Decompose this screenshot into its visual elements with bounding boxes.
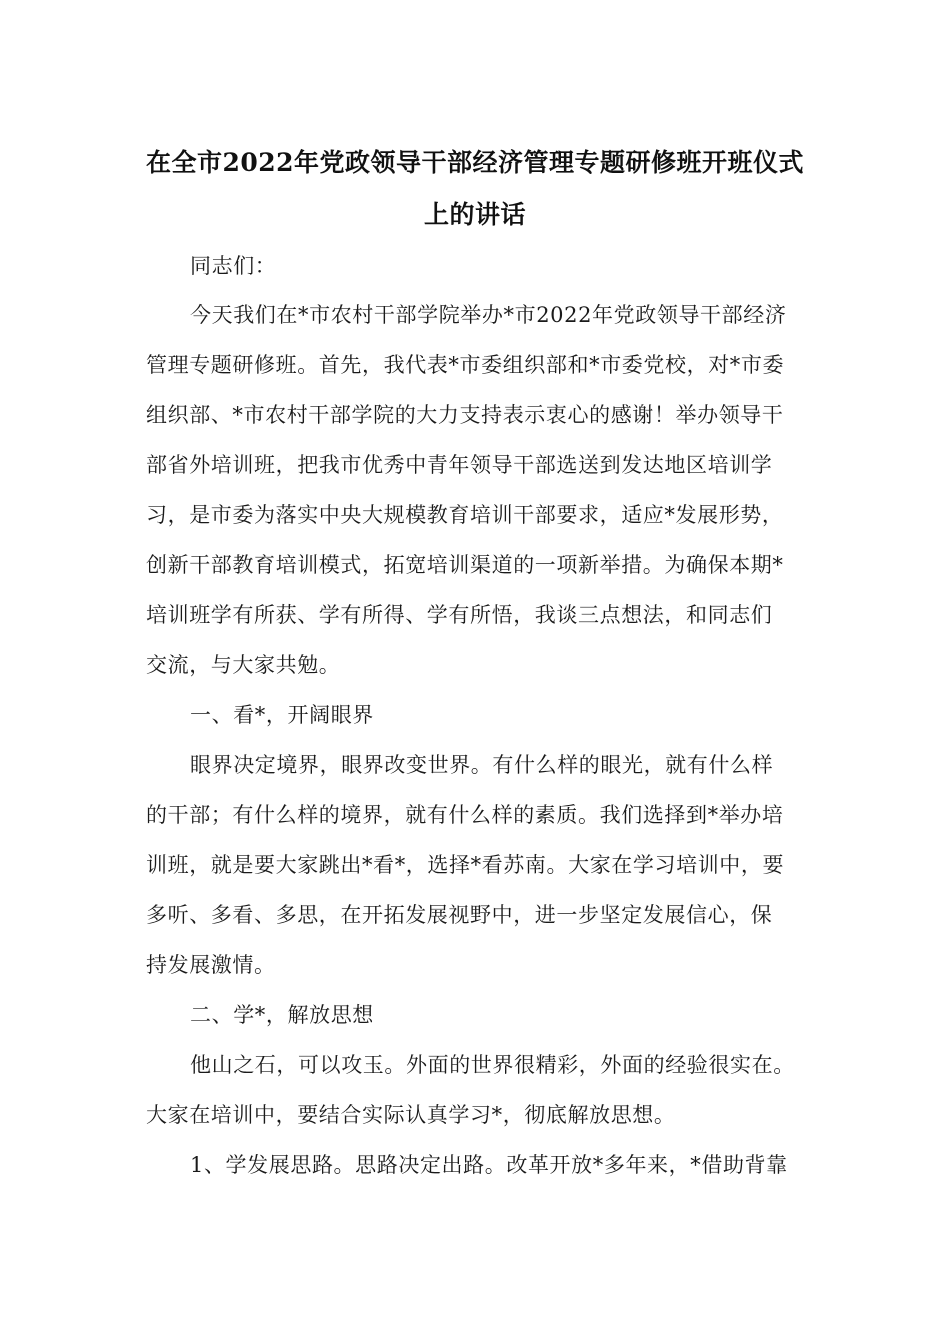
paragraph-line: 今天我们在*市农村干部学院举办*市2022年党政领导干部经济 xyxy=(190,303,787,327)
paragraph-line: 习，是市委为落实中央大规模教育培训干部要求，适应*发展形势， xyxy=(146,503,784,527)
paragraph-line: 部省外培训班，把我市优秀中青年领导干部选送到发达地区培训学 xyxy=(146,453,773,477)
paragraph-line: 管理专题研修班。首先，我代表*市委组织部和*市委党校，对*市委 xyxy=(146,353,785,377)
section-heading: 二、学*，解放思想 xyxy=(190,1003,374,1027)
paragraph-line: 交流，与大家共勉。 xyxy=(146,653,341,677)
paragraph-line: 他山之石，可以攻玉。外面的世界很精彩，外面的经验很实在。 xyxy=(190,1053,795,1077)
paragraph-line: 的干部；有什么样的境界，就有什么样的素质。我们选择到*举办培 xyxy=(146,803,784,827)
paragraph-line: 训班，就是要大家跳出*看*，选择*看苏南。大家在学习培训中，要 xyxy=(146,853,785,877)
paragraph-line: 创新干部教育培训模式，拓宽培训渠道的一项新举措。为确保本期* xyxy=(146,553,784,577)
paragraph-line: 眼界决定境界，眼界改变世界。有什么样的眼光，就有什么样 xyxy=(190,753,774,777)
paragraph-line: 1、学发展思路。思路决定出路。改革开放*多年来，*借助背靠 xyxy=(190,1153,788,1177)
paragraph-line: 大家在培训中，要结合实际认真学习*，彻底解放思想。 xyxy=(146,1103,676,1127)
document-title-line-1: 在全市2022年党政领导干部经济管理专题研修班开班仪式 xyxy=(145,148,805,177)
paragraph-line: 培训班学有所获、学有所得、学有所悟，我谈三点想法，和同志们 xyxy=(146,603,773,627)
salutation: 同志们： xyxy=(190,254,277,278)
paragraph-line: 持发展激情。 xyxy=(146,953,276,977)
section-heading: 一、看*，开阔眼界 xyxy=(190,703,374,727)
paragraph-line: 多听、多看、多思，在开拓发展视野中，进一步坚定发展信心，保 xyxy=(146,903,773,927)
paragraph-line: 组织部、*市农村干部学院的大力支持表示衷心的感谢！举办领导干 xyxy=(146,403,784,427)
document-title-line-2: 上的讲话 xyxy=(423,200,526,229)
